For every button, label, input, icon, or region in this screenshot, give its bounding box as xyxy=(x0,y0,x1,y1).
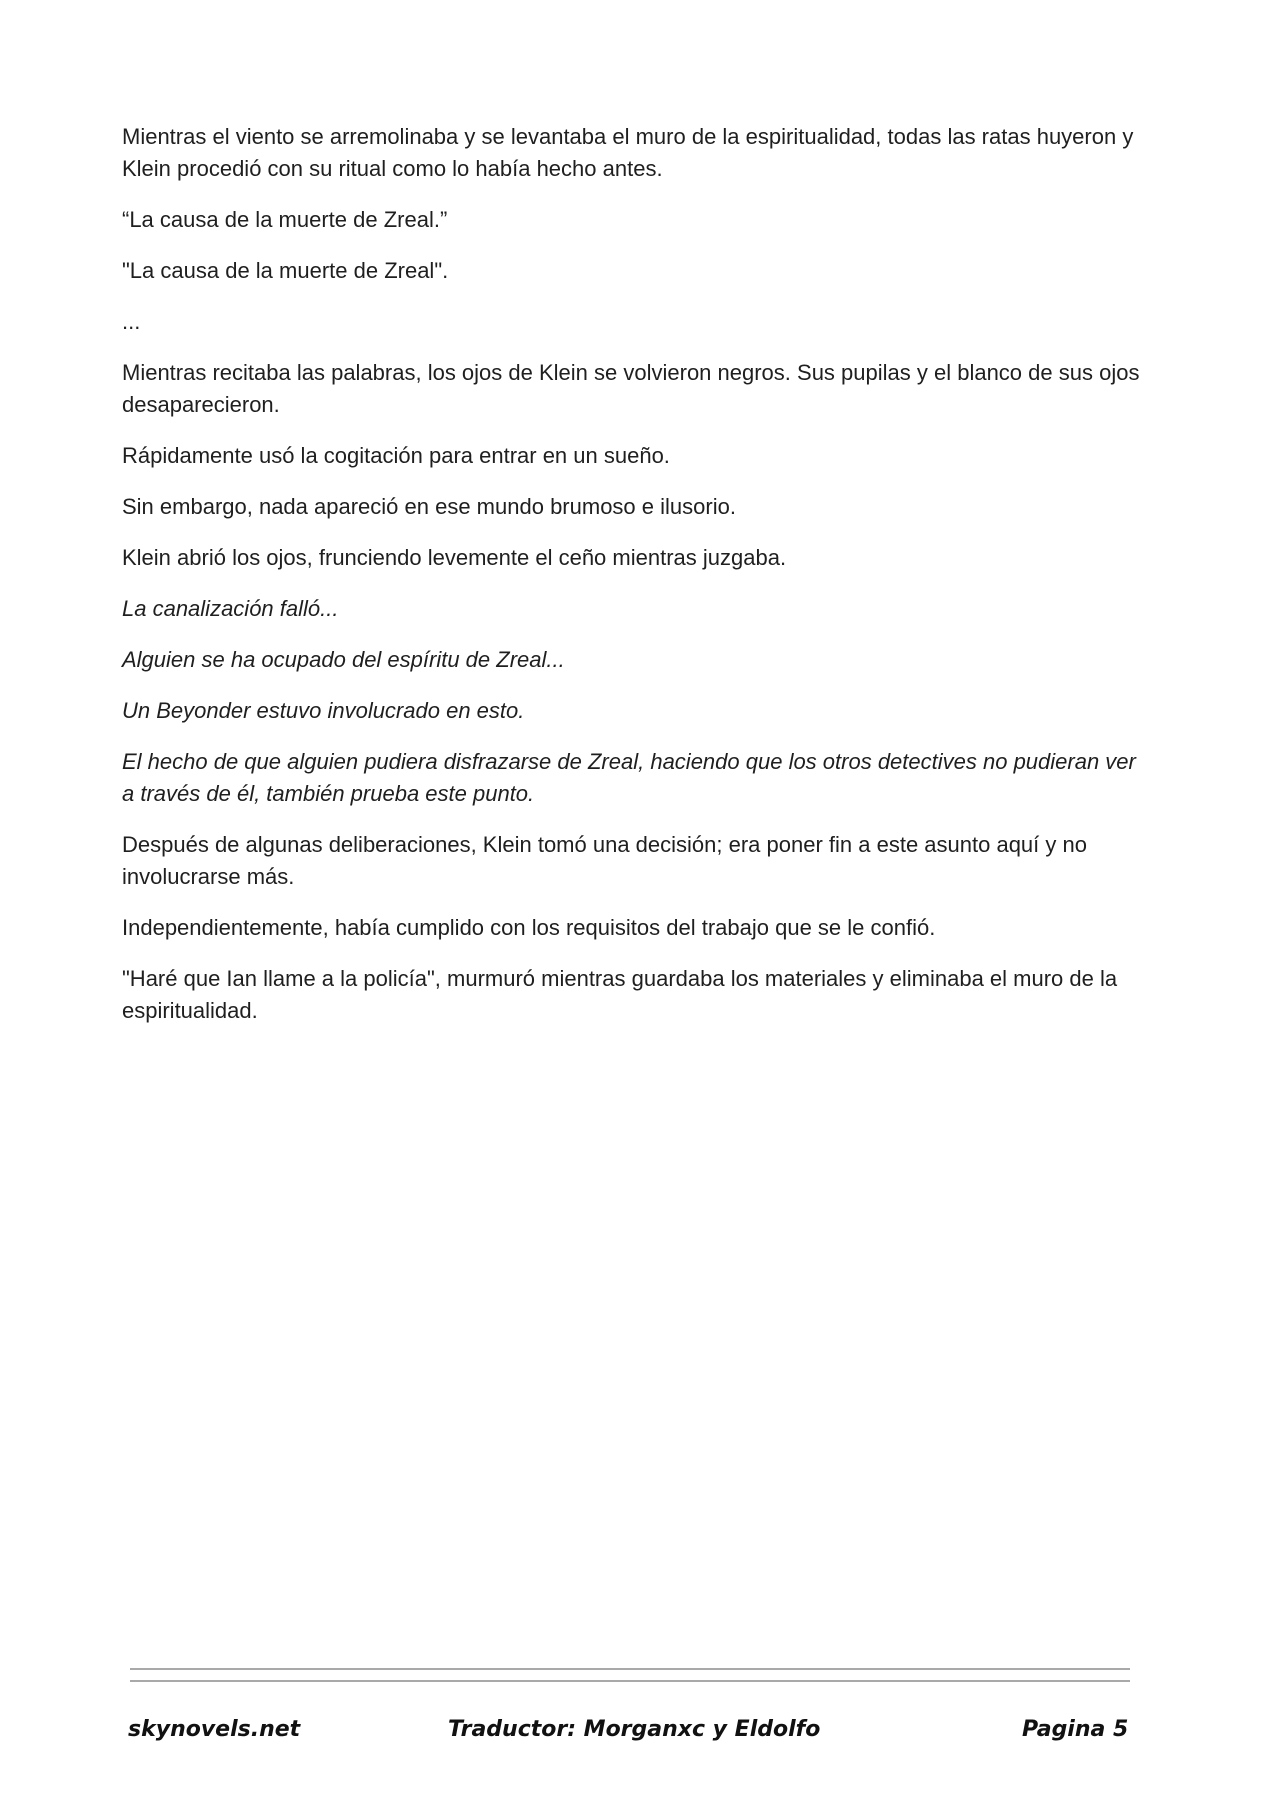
paragraph-italic: El hecho de que alguien pudiera disfrazarse de Zreal, haciendo que los otros detectives no pudieran ver a través de él, también prueba este punto. xyxy=(122,749,1136,806)
footer-divider-top xyxy=(130,1668,1130,1670)
paragraph: Klein abrió los ojos, frunciendo levemente el ceño mientras juzgaba. xyxy=(122,545,787,570)
paragraph: Mientras recitaba las palabras, los ojos de Klein se volvieron negros. Sus pupilas y el blanco de sus ojos desaparecieron. xyxy=(122,360,1140,417)
paragraph-italic: La canalización falló... xyxy=(122,596,339,621)
paragraph-italic: Alguien se ha ocupado del espíritu de Zreal... xyxy=(122,647,565,672)
paragraph: "La causa de la muerte de Zreal". xyxy=(122,258,449,283)
paragraph: "Haré que Ian llame a la policía", murmuró mientras guardaba los materiales y eliminaba el muro de la espiritualidad. xyxy=(122,966,1118,1023)
paragraph: Mientras el viento se arremolinaba y se levantaba el muro de la espiritualidad, todas las ratas huyeron y Klein procedió con su ritual como lo había hecho antes. xyxy=(122,124,1134,181)
document-body xyxy=(122,121,1142,1046)
footer-site: skynovels.net xyxy=(128,1717,301,1742)
page-footer xyxy=(0,1712,1280,1748)
footer-translator: Traductor: Morganxc y Eldolfo xyxy=(448,1717,821,1742)
paragraph: Sin embargo, nada apareció en ese mundo brumoso e ilusorio. xyxy=(122,494,736,519)
footer-divider-bottom xyxy=(130,1680,1130,1682)
paragraph: “La causa de la muerte de Zreal.” xyxy=(122,207,448,232)
paragraph: Después de algunas deliberaciones, Klein tomó una decisión; era poner fin a este asunto aquí y no involucrarse más. xyxy=(122,832,1087,889)
paragraph-italic: Un Beyonder estuvo involucrado en esto. xyxy=(122,698,525,723)
footer-page-number: Pagina 5 xyxy=(1022,1717,1129,1742)
paragraph: ... xyxy=(122,309,141,334)
paragraph: Independientemente, había cumplido con los requisitos del trabajo que se le confió. xyxy=(122,915,936,940)
paragraph: Rápidamente usó la cogitación para entrar en un sueño. xyxy=(122,443,670,468)
